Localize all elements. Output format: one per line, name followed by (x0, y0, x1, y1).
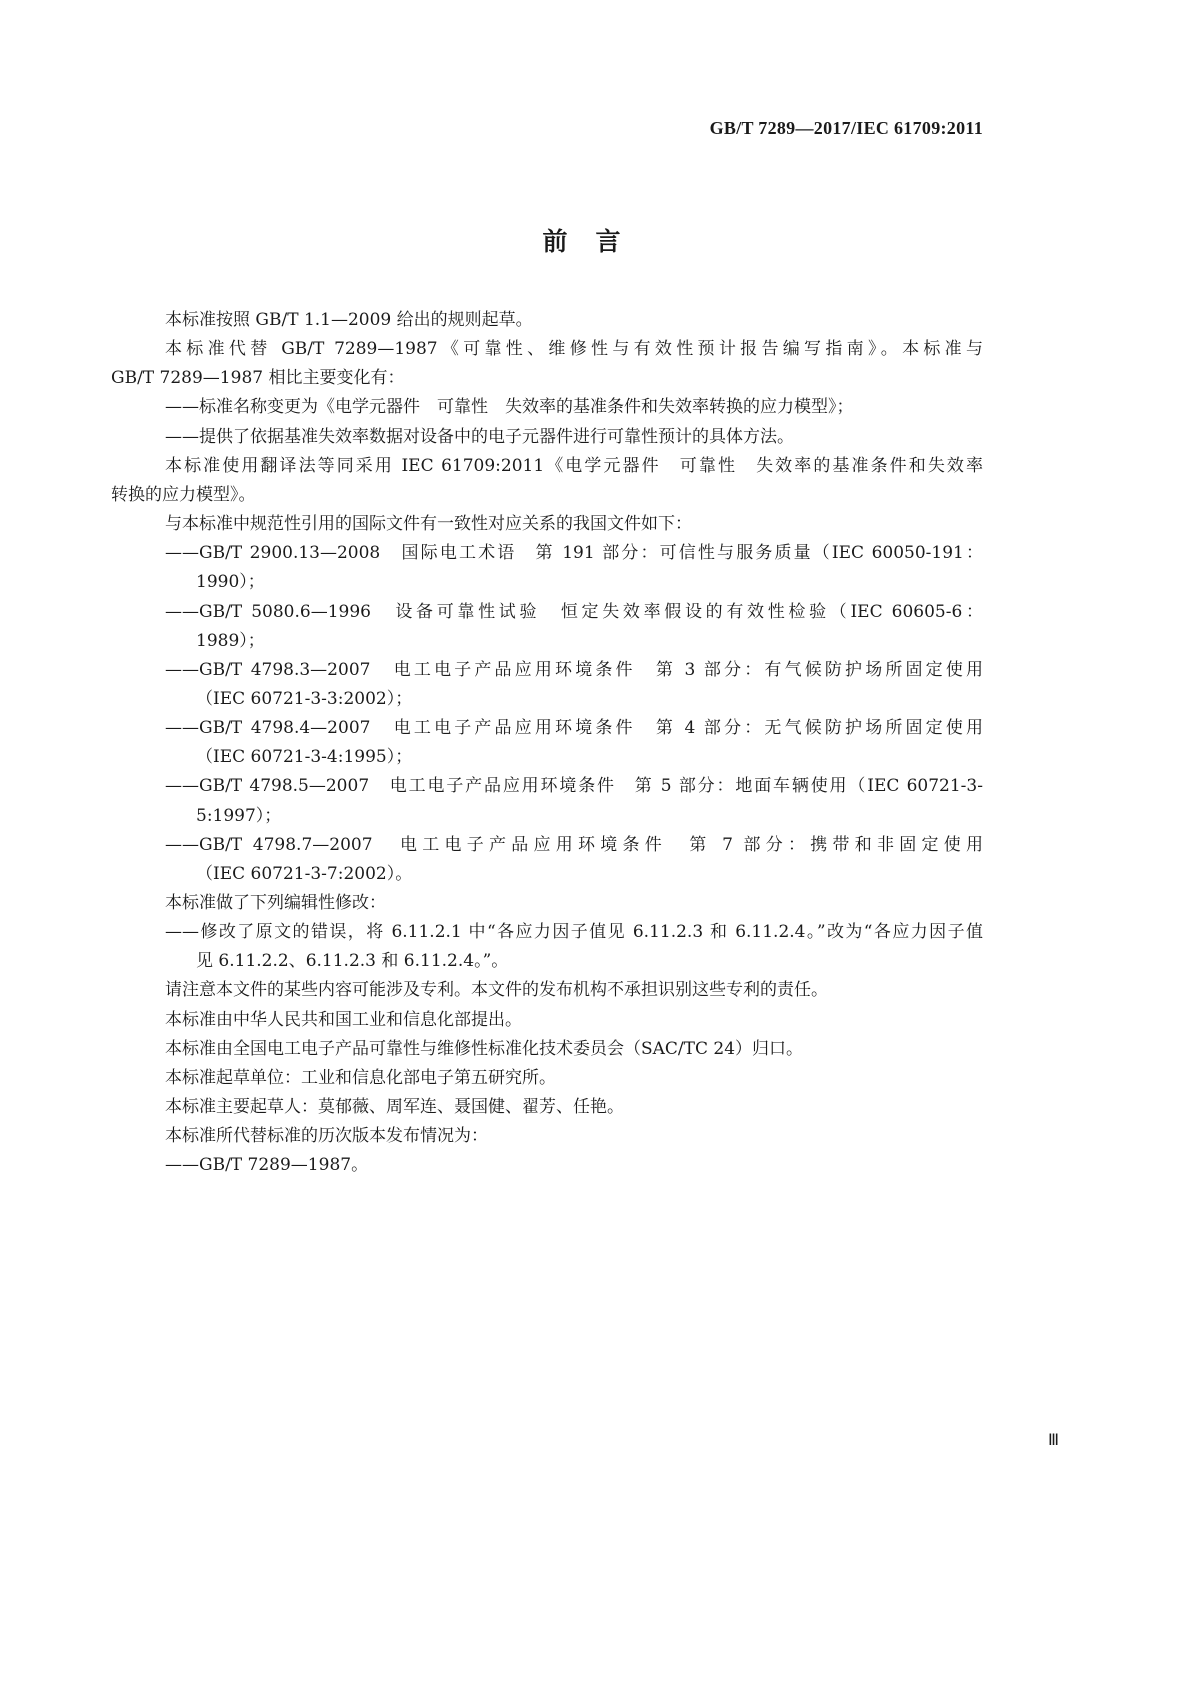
list-item-continuation: 见 6.11.2.2、6.11.2.3 和 6.11.2.4。”。 (196, 951, 509, 972)
list-item: ——GB/T 4798.5—2007 电工电子产品应用环境条件 第 5 部分：地面车辆使用（IEC 60721-3- (165, 776, 983, 797)
list-item: ——GB/T 4798.7—2007 电工电子产品应用环境条件 第 7 部分：携带和非固定使用 (165, 834, 983, 855)
paragraph-line: 本标准代替 GB/T 7289—1987《可靠性、维修性与有效性预计报告编写指南》。本标准与 (165, 339, 983, 360)
paragraph-line: 本标准由全国电工电子产品可靠性与维修性标准化技术委员会（SAC/TC 24）归口。 (165, 1038, 804, 1059)
list-item-continuation: 5:1997）； (196, 805, 282, 826)
list-item-continuation: （IEC 60721-3-7:2002）。 (196, 863, 413, 884)
paragraph-line: 本标准所代替标准的历次版本发布情况为： (165, 1126, 488, 1147)
paragraph-line: 本标准由中华人民共和国工业和信息化部提出。 (165, 1009, 522, 1030)
list-item: ——GB/T 4798.4—2007 电工电子产品应用环境条件 第 4 部分：无气候防护场所固定使用 (165, 718, 983, 739)
paragraph-line: 本标准起草单位：工业和信息化部电子第五研究所。 (165, 1067, 556, 1088)
list-item-continuation: （IEC 60721-3-4:1995）； (196, 747, 413, 768)
page-title: 前言 (542, 227, 649, 256)
paragraph-line: 转换的应力模型》。 (111, 484, 256, 505)
list-item: ——GB/T 5080.6—1996 设备可靠性试验 恒定失效率假设的有效性检验（IEC 60605-6： (165, 601, 983, 622)
list-item: ——标准名称变更为《电学元器件 可靠性 失效率的基准条件和失效率转换的应力模型》； (165, 397, 854, 418)
list-item: ——GB/T 2900.13—2008 国际电工术语 第 191 部分：可信性与服务质量（IEC 60050-191： (165, 543, 983, 564)
list-item-continuation: 1990）； (196, 572, 265, 593)
paragraph-line: 本标准使用翻译法等同采用 IEC 61709:2011《电学元器件 可靠性 失效率的基准条件和失效率 (165, 455, 983, 476)
list-item: ——GB/T 4798.3—2007 电工电子产品应用环境条件 第 3 部分：有气候防护场所固定使用 (165, 659, 983, 680)
paragraph-line: 与本标准中规范性引用的国际文件有一致性对应关系的我国文件如下： (165, 514, 692, 535)
paragraph-line: 请注意本文件的某些内容可能涉及专利。本文件的发布机构不承担识别这些专利的责任。 (165, 980, 828, 1001)
list-item-continuation: 1989）； (196, 630, 265, 651)
paragraph-line: 本标准主要起草人：莫郁薇、周军连、聂国健、翟芳、任艳。 (165, 1097, 624, 1118)
document-header-standard-number: GB/T 7289—2017/IEC 61709:2011 (709, 118, 983, 138)
paragraph-line: 本标准做了下列编辑性修改： (165, 893, 386, 913)
list-item: ——修改了原文的错误，将 6.11.2.1 中“各应力因子值见 6.11.2.3 和 6.11.2.4。”改为“各应力因子值 (165, 922, 983, 943)
list-item: ——提供了依据基准失效率数据对设备中的电子元器件进行可靠性预计的具体方法。 (165, 426, 794, 447)
paragraph-line: 本标准按照 GB/T 1.1—2009 给出的规则起草。 (165, 310, 533, 330)
list-item: ——GB/T 7289—1987。 (165, 1155, 369, 1176)
paragraph-line: GB/T 7289—1987 相比主要变化有： (111, 368, 405, 389)
page-number: Ⅲ (1048, 1432, 1060, 1449)
list-item-continuation: （IEC 60721-3-3:2002）； (196, 688, 413, 709)
